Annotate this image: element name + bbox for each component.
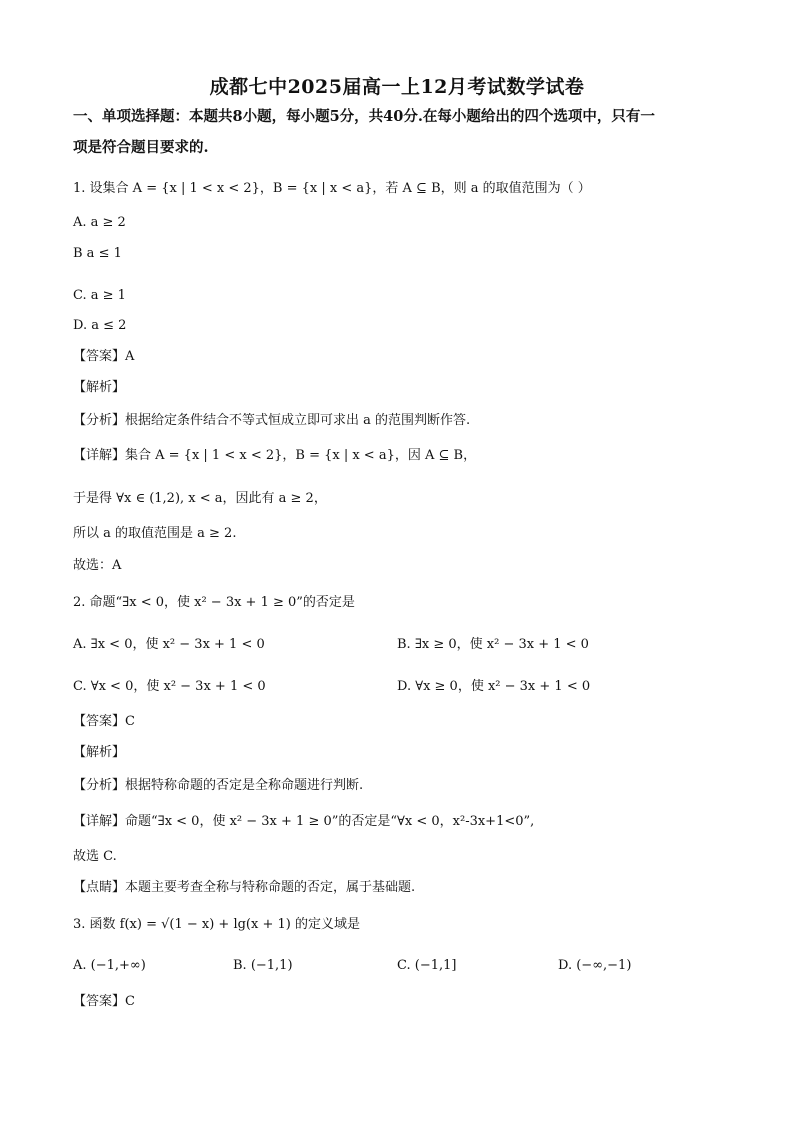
q3-option-a: A. (−1,+∞) bbox=[73, 958, 146, 973]
q2-detail-1: 【详解】命题“∃x < 0，使 x² − 3x + 1 ≥ 0”的否定是“∀x < 0，x²-3x+1<0”, bbox=[73, 814, 535, 829]
q3-stem: 3. 函数 f(x) = √(1 − x) + lg(x + 1) 的定义域是 bbox=[73, 917, 360, 932]
q2-stem: 2. 命题“∃x < 0，使 x² − 3x + 1 ≥ 0”的否定是 bbox=[73, 595, 355, 610]
section-heading-line-2: 项是符合题目要求的. bbox=[73, 139, 209, 156]
q2-analysis-tag: 【解析】 bbox=[73, 745, 126, 760]
q1-detail-2: 于是得 ∀x ∈ (1,2), x < a，因此有 a ≥ 2， bbox=[73, 491, 327, 506]
q3-option-c: C. (−1,1] bbox=[397, 958, 457, 973]
q2-choose: 故选 C. bbox=[73, 849, 117, 864]
q1-stem: 1. 设集合 A = {x | 1 < x < 2}，B = {x | x < a}，若 A ⊆ B，则 a 的取值范围为（ ） bbox=[73, 181, 591, 196]
q1-option-d: D. a ≤ 2 bbox=[73, 318, 127, 333]
q1-option-c: C. a ≥ 1 bbox=[73, 288, 126, 303]
q2-option-a: A. ∃x < 0，使 x² − 3x + 1 < 0 bbox=[73, 637, 265, 652]
page-title: 成都七中2025届高一上12月考试数学试卷 bbox=[209, 76, 585, 98]
q3-option-b: B. (−1,1) bbox=[233, 958, 293, 973]
q3-option-d: D. (−∞,−1) bbox=[558, 958, 632, 973]
q1-detail-3: 所以 a 的取值范围是 a ≥ 2. bbox=[73, 526, 237, 541]
q1-option-a: A. a ≥ 2 bbox=[73, 215, 126, 230]
q1-answer: 【答案】A bbox=[73, 349, 135, 364]
q2-option-c: C. ∀x < 0，使 x² − 3x + 1 < 0 bbox=[73, 679, 266, 694]
q2-answer: 【答案】C bbox=[73, 714, 135, 729]
section-heading-line-1: 一、单项选择题：本题共8小题，每小题5分，共40分.在每小题给出的四个选项中，只有一 bbox=[73, 108, 655, 125]
q1-choose: 故选：A bbox=[73, 558, 122, 573]
q2-option-d: D. ∀x ≥ 0，使 x² − 3x + 1 < 0 bbox=[397, 679, 591, 694]
q1-fenxi: 【分析】根据给定条件结合不等式恒成立即可求出 a 的范围判断作答. bbox=[73, 413, 471, 428]
q1-option-b: B a ≤ 1 bbox=[73, 246, 122, 261]
q3-answer: 【答案】C bbox=[73, 994, 135, 1009]
q2-option-b: B. ∃x ≥ 0，使 x² − 3x + 1 < 0 bbox=[397, 637, 589, 652]
q1-analysis-tag: 【解析】 bbox=[73, 380, 126, 395]
q1-detail-1: 【详解】集合 A = {x | 1 < x < 2}，B = {x | x < a}，因 A ⊆ B， bbox=[73, 448, 477, 463]
q2-fenxi: 【分析】根据特称命题的否定是全称命题进行判断. bbox=[73, 778, 364, 793]
q2-dianjing: 【点睛】本题主要考查全称与特称命题的否定，属于基础题. bbox=[73, 880, 416, 895]
